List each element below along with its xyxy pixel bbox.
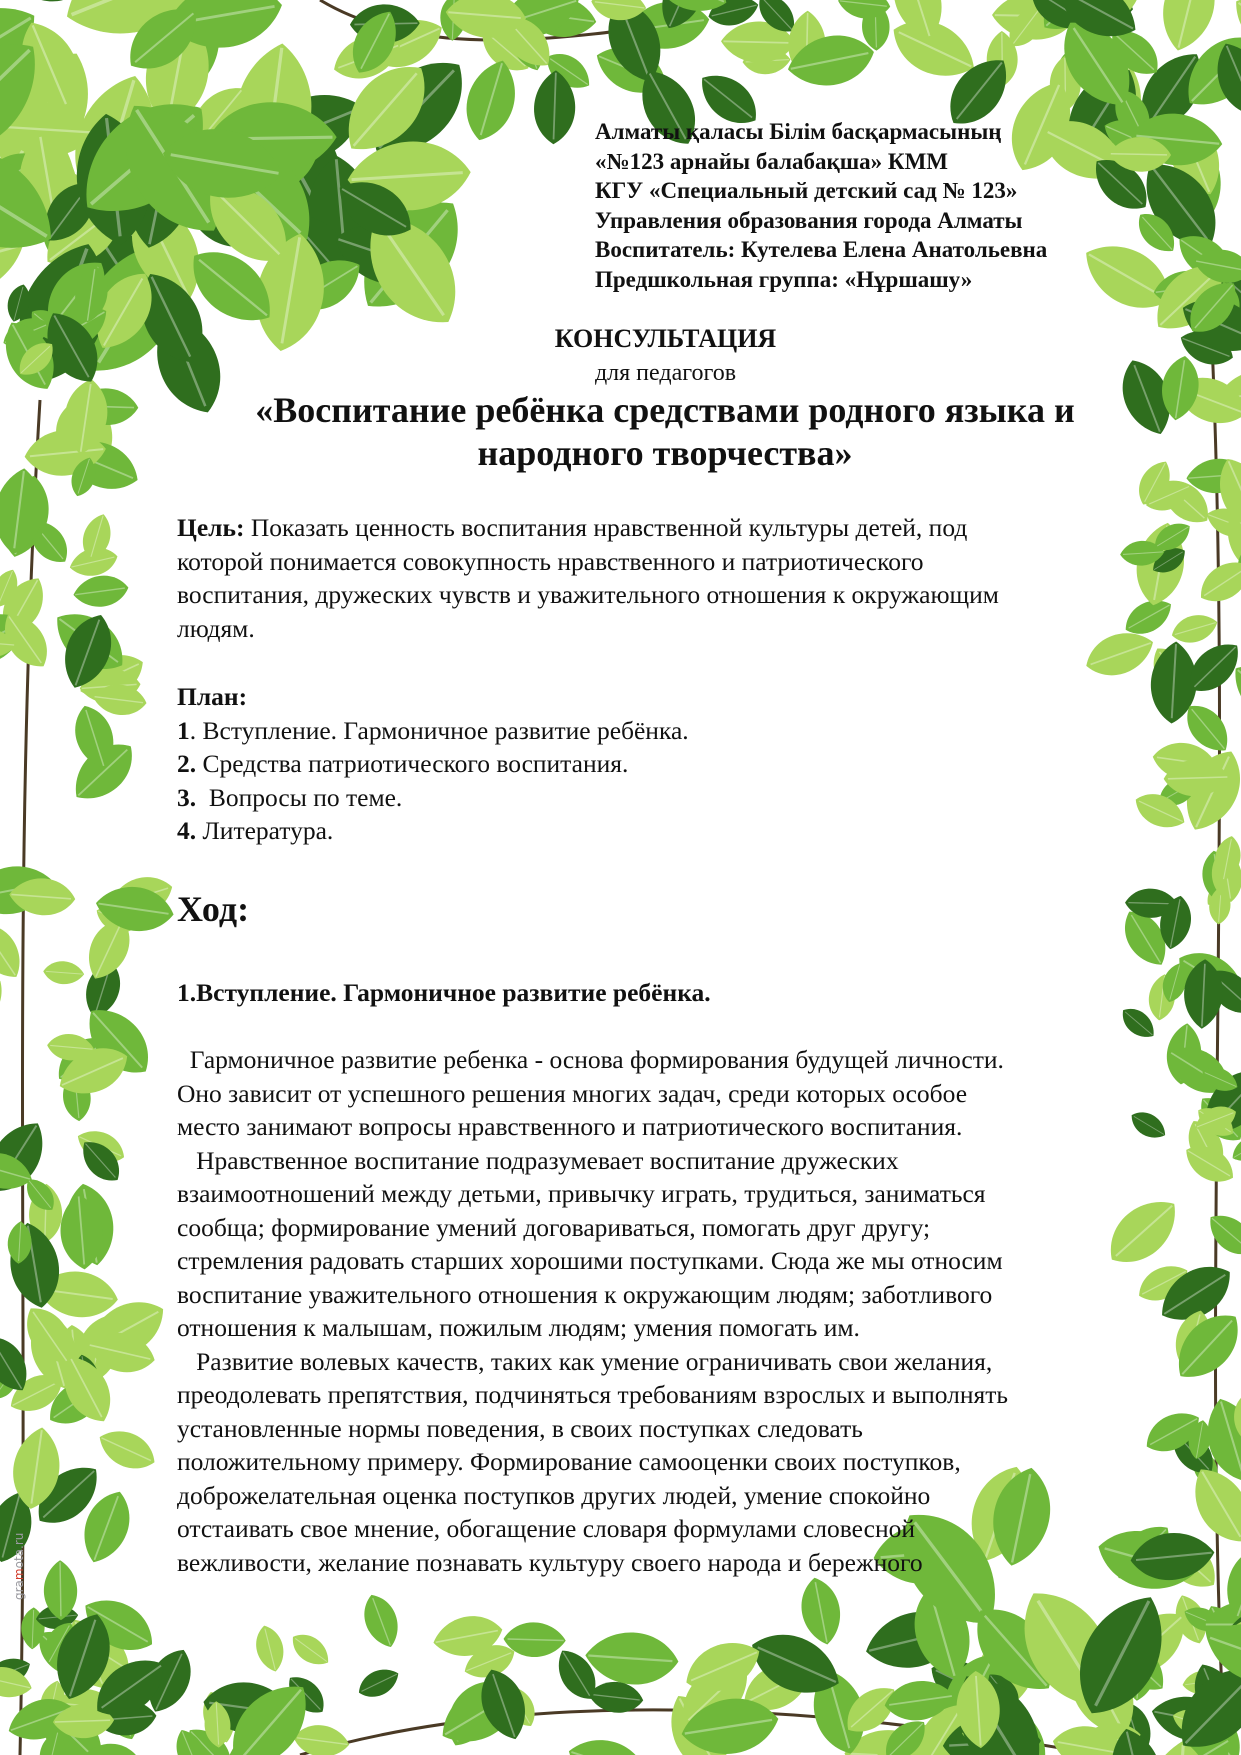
goal-text: которой понимается совокупность нравственного и патриотического (177, 546, 924, 576)
header-line: Предшкольная группа: «Нұршашу» (595, 266, 973, 292)
plan-item-number: 2. (177, 749, 197, 778)
plan-item-number: 4. (177, 816, 197, 845)
body-line: установленные нормы поведения, в своих поступках следовать (177, 1413, 863, 1443)
consultation-subtitle: для педагогов (594, 360, 737, 386)
topic-line: «Воспитание ребёнка средствами родного языка и (255, 390, 1075, 430)
goal-paragraph (177, 511, 1137, 645)
plan-item (177, 814, 1137, 848)
plan-label: План: (177, 682, 248, 711)
body-line: сообща; формирование умений договариваться, помогать друг другу; (177, 1212, 931, 1242)
plan-item-text: Литература. (196, 816, 334, 845)
body-line: Нравственное воспитание подразумевает воспитание дружеских (177, 1145, 899, 1175)
body-line: воспитание уважительного отношения к окружающим людям; заботливого (177, 1279, 993, 1309)
plan-item (177, 714, 1137, 748)
consultation-title: КОНСУЛЬТАЦИЯ (554, 324, 777, 353)
plan-item (177, 747, 1137, 781)
goal-label: Цель: (177, 513, 245, 542)
body-line: доброжелательная оценка поступков других людей, умение спокойно (177, 1480, 931, 1510)
plan-item-text: Средства патриотического воспитания. (196, 749, 629, 778)
body-line: вежливости, желание познавать культуру своего народа и бережного (177, 1547, 923, 1577)
consultation-topic (200, 389, 1130, 475)
body-line: преодолевать препятствия, подчиняться требованиям взрослых и выполнять (177, 1380, 1009, 1409)
course-heading: Ход: (177, 889, 250, 929)
section-body (177, 1043, 1137, 1579)
institution-header (595, 117, 1155, 294)
plan-section (177, 680, 1137, 848)
goal-text: людям. (177, 613, 255, 643)
goal-text: Показать ценность воспитания нравственной культуры детей, под (250, 513, 968, 542)
plan-item-text: . Вступление. Гармоничное развитие ребёнка. (189, 715, 689, 745)
body-line: Развитие волевых качеств, таких как умение ограничивать свои желания, (177, 1346, 993, 1376)
topic-line: народного творчества» (477, 433, 853, 473)
watermark: gramota.ru (12, 1532, 26, 1600)
header-line: Алматы қаласы Білім басқармасының (595, 119, 1002, 144)
header-line: Управления образования города Алматы (595, 207, 1023, 233)
body-line: стремления радовать старших хорошими поступками. Сюда же мы относим (177, 1246, 1003, 1275)
plan-item-number: 3. (177, 782, 197, 812)
body-line: отстаивать свое мнение, обогащение словаря формулами словесной (177, 1514, 915, 1543)
plan-item-text: Вопросы по теме. (196, 782, 403, 812)
body-line: отношения к малышам, пожилым людям; умения помогать им. (177, 1313, 860, 1342)
body-line: Гармоничное развитие ребенка - основа формирования будущей личности. (177, 1045, 1004, 1074)
section-heading: 1.Вступление. Гармоничное развитие ребёнка. (177, 978, 711, 1007)
plan-item (177, 781, 1137, 815)
goal-text: воспитания, дружеских чувств и уважительного отношения к окружающим (177, 580, 999, 609)
header-line: «№123 арнайы балабақша» КММ (595, 148, 948, 174)
body-line: положительному примеру. Формирование самооценки своих поступков, (177, 1447, 961, 1476)
body-line: взаимоотношений между детьми, привычку играть, трудиться, заниматься (177, 1179, 986, 1208)
body-line: Оно зависит от успешного решения многих задач, среди которых особое (177, 1078, 968, 1108)
header-line: Воспитатель: Кутелева Елена Анатольевна (595, 237, 1048, 262)
header-line: КГУ «Специальный детский сад № 123» (595, 178, 1018, 203)
plan-item-number: 1 (177, 715, 190, 745)
body-line: место занимают вопросы нравственного и патриотического воспитания. (177, 1112, 963, 1141)
